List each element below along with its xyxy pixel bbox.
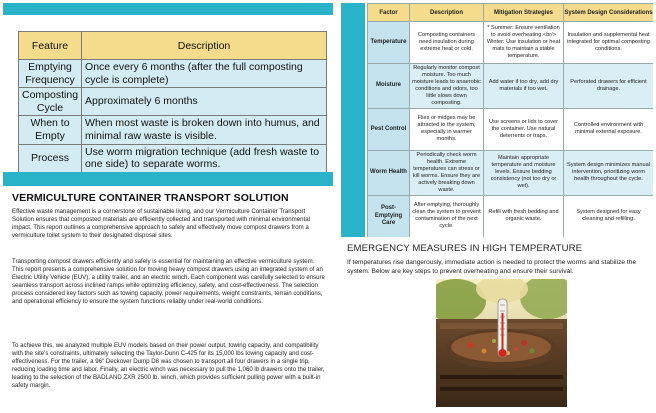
feature-cell: Emptying Frequency	[19, 60, 82, 88]
factor-table	[367, 3, 653, 237]
teal-band-bottom	[3, 172, 333, 186]
description-cell: When most waste is broken down into humus, and minimal raw waste is visible.	[82, 116, 327, 144]
feature-cell: Composting Cycle	[19, 88, 82, 116]
table-row	[19, 60, 327, 88]
factor-cell: Post-Emptying Care	[368, 195, 410, 237]
mitigation-cell: Refill with fresh bedding and organic waste.	[484, 195, 564, 237]
document-title: VERMICULTURE CONTAINER TRANSPORT SOLUTION	[12, 192, 289, 204]
feature-cell: Process	[19, 144, 82, 172]
factor-cell: Pest Control	[368, 108, 410, 150]
description-cell: Composting containers need insulation during extreme heat or cold.	[410, 22, 484, 64]
description-cell: Periodically check worm health. Extreme temperatures can stress or kill worms. Ensure they are actively breaking down waste.	[410, 150, 484, 195]
paragraph: Effective waste management is a cornerstone of sustainable living, and our Vermiculture Container Transport Solution ensures that composted materials are efficiently collected and transported with minimal environmental impact. This report outlines a comprehensive approach to safely and effectively move compost drawers from a vermiculture toilet system to their designated disposal sites.	[12, 208, 310, 240]
description-cell: Once every 6 months (after the full composting cycle is complete)	[82, 60, 327, 88]
design-cell: Perforated drawers for efficient drainage.	[564, 64, 654, 109]
table-row	[368, 108, 654, 150]
intro-text: If temperatures rise dangerously, immediate action is needed to protect the worms and stabilize the system. Below are key steps to prevent overheating and ensure their survival.	[347, 259, 637, 275]
table-row	[368, 22, 654, 64]
transport-document	[3, 186, 333, 410]
section-title: EMERGENCY MEASURES IN HIGH TEMPERATURE	[347, 243, 583, 254]
teal-band-top	[3, 3, 333, 15]
design-cell: Controlled environment with minimal external exposure.	[564, 108, 654, 150]
column-header-feature: Feature	[19, 32, 82, 60]
description-cell: Flies or midges may be attracted to the system, especially in warmer months.	[410, 108, 484, 150]
description-cell: Regularly monitor compost moisture. Too much moisture leads to anaerobic conditions and odors, too little slows down composting.	[410, 64, 484, 109]
column-header-design: System Design Considerations	[564, 4, 654, 22]
column-header-description: Description	[410, 4, 484, 22]
mitigation-cell: Maintain appropriate temperature and moisture levels. Ensure bedding consistency (not too dry or wet).	[484, 150, 564, 195]
feature-cell: When to Empty	[19, 116, 82, 144]
factor-cell: Worm Health	[368, 150, 410, 195]
description-cell: Use worm migration technique (add fresh waste to one side) to separate worms.	[82, 144, 327, 172]
description-cell: After emptying, thoroughly clean the system to prevent contamination of the next cycle.	[410, 195, 484, 237]
column-header-description: Description	[82, 32, 327, 60]
table-row	[368, 150, 654, 195]
emergency-panel	[341, 241, 653, 410]
mitigation-cell: * Summer: Ensure ventilation to avoid overheating.<br/> Winter: Use insulation or heat mats to maintain a stable temperature.	[484, 22, 564, 64]
mitigation-cell: Add water if too dry, add dry materials if too wet.	[484, 64, 564, 109]
design-cell: System design minimizes manual intervention, prioritizing worm health throughout the cycle.	[564, 150, 654, 195]
paragraph: Transporting compost drawers efficiently and safely is essential for maintaining an effective vermiculture system. This report presents a comprehensive solution for moving heavy compost drawers using an integrated system of an Electric Utility Vehicle (EUV), a utility trailer, and an electric winch. Each component was carefully selected to ensure seamless transport across inclined ramps while optimizing efficiency, safety, and cost-effectiveness. The selection process considered key factors such as towing capacity, power requirements, weight constraints, terrain conditions, and operational efficiency to ensure the system functions reliably under real-world conditions.	[12, 258, 325, 306]
table-row	[368, 64, 654, 109]
design-cell: Insulation and supplemental heat integrated for optimal composting conditions.	[564, 22, 654, 64]
maintenance-panel	[3, 3, 333, 186]
table-row	[19, 88, 327, 116]
table-row	[19, 116, 327, 144]
description-cell: Approximately 6 months	[82, 88, 327, 116]
teal-band-left	[341, 3, 365, 237]
paragraph: To achieve this, we analyzed multiple EUV models based on their power output, towing capacity, and compatibility with the site's constraints, ultimately selecting the Taylor-Dunn C-425 for its 15,000 lbs towing capacity and cost-effectiveness. For the trailer, a 96" Deckover Dump D8 was chosen to transport all four drawers in a single trip, reducing loading time and labor. Finally, an electric winch was necessary to pull the 1,060 lb drawers onto the trailer, leading to the selection of the BADLAND ZXR 2500 lb. winch, which provides sufficient pulling power with a built-in safety margin.	[12, 342, 325, 390]
design-cell: System designed for easy cleaning and refilling.	[564, 195, 654, 237]
factor-cell: Temperature	[368, 22, 410, 64]
mitigation-cell: Use screens or lids to cover the container. Use natural deterrents or traps.	[484, 108, 564, 150]
table-row	[368, 195, 654, 237]
factor-panel	[341, 3, 653, 237]
maintenance-table	[18, 31, 327, 173]
column-header-mitigation: Mitigation Strategies	[484, 4, 564, 22]
table-row	[19, 144, 327, 172]
factor-cell: Moisture	[368, 64, 410, 109]
column-header-factor: Factor	[368, 4, 410, 22]
compost-thermometer-photo	[436, 279, 567, 407]
